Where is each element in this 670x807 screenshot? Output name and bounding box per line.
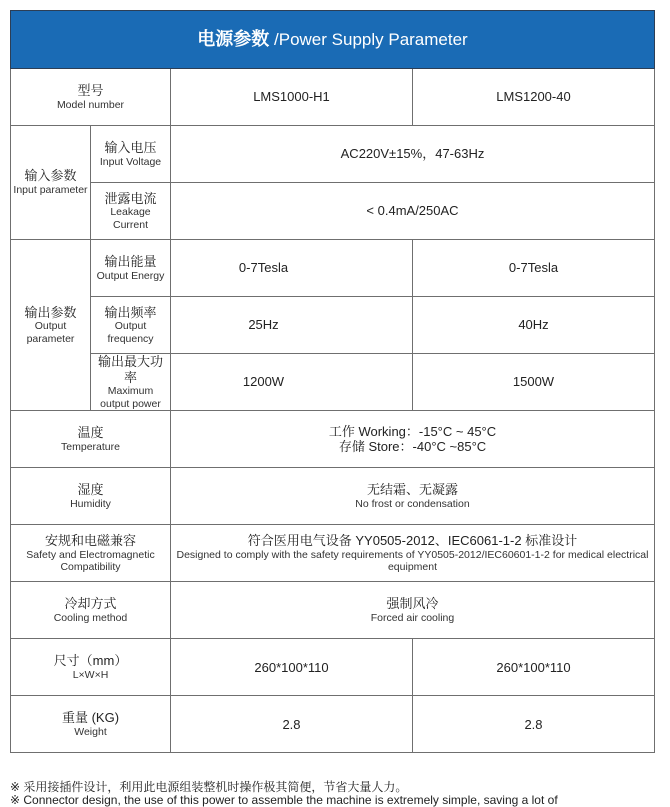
- value-text: 0-7Tesla: [238, 260, 289, 276]
- max-power-value-1: [171, 354, 413, 411]
- label-en: Output Energy: [96, 269, 165, 282]
- value-zh: 强制风冷: [386, 596, 439, 612]
- model-value-1: LMS1000-H1: [171, 69, 413, 126]
- label-cell: [11, 69, 171, 126]
- weight-value-1: 2.8: [171, 696, 413, 753]
- value-text: 25Hz: [248, 317, 279, 333]
- label-zh: 温度: [77, 425, 104, 441]
- store-temp: 存储 Store：-40°C ~85°C: [338, 439, 487, 455]
- size-value-2: 260*100*110: [413, 639, 655, 696]
- group-zh: 输出参数: [24, 304, 77, 320]
- table-title: [11, 11, 655, 69]
- label-en: Temperature: [61, 440, 120, 453]
- label-zh: 湿度: [77, 482, 104, 498]
- leakage-value: < 0.4mA/250AC: [171, 183, 655, 240]
- max-power-value-2: 1500W: [413, 354, 655, 411]
- label-en: Model number: [56, 98, 125, 111]
- value-zh: 无结霜、无凝露: [366, 482, 458, 498]
- label-zh: 尺寸（mm）: [53, 653, 128, 669]
- temperature-value: [171, 411, 655, 468]
- label-en: Input Voltage: [99, 155, 162, 168]
- group-en: Input parameter: [13, 184, 88, 196]
- table-row-humidity: [11, 468, 655, 525]
- table-row-model: [11, 69, 655, 126]
- label-en: Cooling method: [53, 611, 128, 624]
- input-voltage-value: AC220V±15%，47-63Hz: [171, 126, 655, 183]
- group-label-input: [11, 126, 91, 240]
- table-row-size: [11, 639, 655, 696]
- label-en: Leakage Current: [110, 206, 151, 231]
- table-row-max-power: [11, 354, 655, 411]
- label-zh: 重量 (KG): [61, 710, 120, 726]
- label-en: Weight: [74, 725, 107, 738]
- label-cell: [11, 639, 171, 696]
- energy-value-2: 0-7Tesla: [413, 240, 655, 297]
- label-cell: [11, 411, 171, 468]
- value-text: 1200W: [242, 374, 285, 390]
- safety-value: [171, 525, 655, 582]
- label-en: Output frequency: [107, 320, 154, 345]
- label-cell: [11, 525, 171, 582]
- table-row-safety: [11, 525, 655, 582]
- label-cell: [91, 354, 171, 411]
- value-zh: 符合医用电气设备 YY0505-2012、IEC6061-1-2 标准设计: [247, 532, 578, 548]
- footnote-en: ※ Connector design, the use of this power to assemble the machine is extremely simple, saving a lot of: [10, 793, 558, 807]
- label-zh: 泄露电流: [104, 190, 157, 206]
- label-cell: [11, 582, 171, 639]
- label-en: Safety and Electromagnetic Compatibility: [26, 548, 155, 574]
- table-row-input-voltage: [11, 126, 655, 183]
- label-cell: [11, 468, 171, 525]
- energy-value-1: [171, 240, 413, 297]
- model-value-2: LMS1200-40: [413, 69, 655, 126]
- label-cell: [91, 126, 171, 183]
- weight-value-2: 2.8: [413, 696, 655, 753]
- working-temp: 工作 Working：-15°C ~ 45°C: [328, 423, 497, 439]
- power-supply-spec-table: [10, 10, 655, 753]
- label-cell: [91, 240, 171, 297]
- label-zh: 输入电压: [104, 139, 157, 155]
- footnote-zh: ※ 采用接插件设计，利用此电源组装整机时操作极其简便，节省大量人力。: [10, 780, 408, 794]
- table-row-leakage: [11, 183, 655, 240]
- frequency-value-2: 40Hz: [413, 297, 655, 354]
- table-row-output-energy: [11, 240, 655, 297]
- group-zh: 输入参数: [24, 168, 77, 184]
- table-row-cooling: [11, 582, 655, 639]
- cooling-value: [171, 582, 655, 639]
- label-cell: [11, 696, 171, 753]
- label-zh: 安规和电磁兼容: [44, 532, 136, 548]
- label-en: L×W×H: [72, 668, 109, 681]
- humidity-value: [171, 468, 655, 525]
- value-en: No frost or condensation: [355, 497, 470, 510]
- value-en: Designed to comply with the safety requirements of YY0505-2012/IEC60601-1-2 for medical electrical equipment: [176, 548, 649, 574]
- title-en: /Power Supply Parameter: [274, 29, 468, 49]
- size-value-1: 260*100*110: [171, 639, 413, 696]
- group-label-output: [11, 240, 91, 411]
- label-zh: 型号: [77, 82, 104, 98]
- table-row-temperature: [11, 411, 655, 468]
- label-zh: 输出频率: [104, 304, 157, 320]
- value-en: Forced air cooling: [370, 611, 455, 624]
- label-cell: [91, 183, 171, 240]
- label-zh: 冷却方式: [64, 596, 117, 612]
- label-cell: [91, 297, 171, 354]
- table-row-output-frequency: [11, 297, 655, 354]
- table-row-weight: [11, 696, 655, 753]
- title-zh: 电源参数: [197, 28, 270, 49]
- label-zh: 输出能量: [104, 253, 157, 269]
- label-en: Humidity: [70, 497, 111, 510]
- group-en: Output parameter: [26, 320, 75, 345]
- label-zh: 输出最大功率: [97, 354, 163, 385]
- frequency-value-1: [171, 297, 413, 354]
- label-en: Maximum output power: [100, 385, 161, 410]
